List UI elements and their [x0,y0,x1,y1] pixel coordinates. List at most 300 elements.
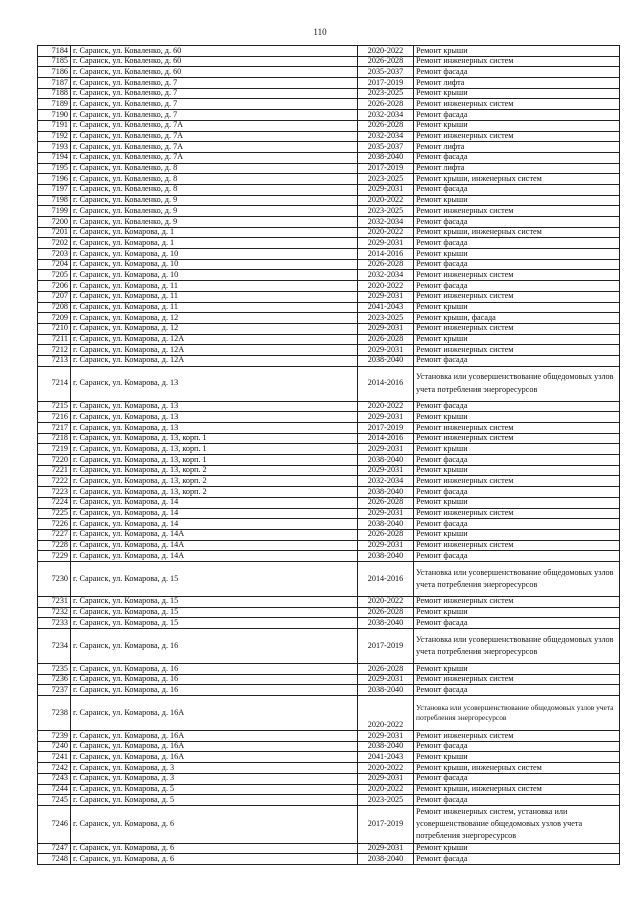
address-cell: г. Саранск, ул. Комарова, д. 13 [71,401,358,412]
years-cell: 2032-2034 [358,217,414,228]
address-cell: г. Саранск, ул. Комарова, д. 13, корп. 1 [71,444,358,455]
years-cell: 2029-2031 [358,444,414,455]
address-cell: г. Саранск, ул. Комарова, д. 14 [71,519,358,530]
row-number: 7186 [38,67,71,78]
row-number: 7190 [38,110,71,121]
address-cell: г. Саранск, ул. Комарова, д. 14А [71,551,358,562]
years-cell: 2020-2022 [358,763,414,774]
address-cell: г. Саранск, ул. Комарова, д. 15 [71,618,358,629]
work-type-cell: Ремонт крыши [414,46,620,57]
work-type-cell: Ремонт инженерных систем [414,323,620,334]
address-cell: г. Саранск, ул. Коваленко, д. 8 [71,174,358,185]
row-number: 7222 [38,476,71,487]
address-cell: г. Саранск, ул. Коваленко, д. 7 [71,88,358,99]
years-cell: 2026-2028 [358,259,414,270]
row-number: 7192 [38,131,71,142]
years-cell: 2029-2031 [358,674,414,685]
table-row [38,497,620,508]
years-cell: 2020-2022 [358,784,414,795]
table-row [38,249,620,260]
table-row [38,291,620,302]
work-type-cell: Ремонт фасада [414,519,620,530]
table-row [38,366,620,401]
table-row [38,596,620,607]
table-row [38,741,620,752]
address-cell: г. Саранск, ул. Комарова, д. 12А [71,355,358,366]
table-row [38,56,620,67]
years-cell: 2020-2022 [358,227,414,238]
work-type-cell: Ремонт крыши [414,120,620,131]
work-type-cell: Ремонт фасада [414,618,620,629]
work-type-cell: Ремонт крыши [414,607,620,618]
address-cell: г. Саранск, ул. Коваленко, д. 60 [71,67,358,78]
table-row [38,46,620,57]
address-cell: г. Саранск, ул. Комарова, д. 16А [71,696,358,731]
table-row [38,854,620,865]
years-cell: 2029-2031 [358,184,414,195]
work-type-cell: Ремонт крыши, фасада [414,313,620,324]
address-cell: г. Саранск, ул. Комарова, д. 13 [71,423,358,434]
table-row [38,163,620,174]
work-type-cell: Ремонт инженерных систем [414,291,620,302]
row-number: 7229 [38,551,71,562]
table-row [38,323,620,334]
years-cell: 2035-2037 [358,142,414,153]
address-cell: г. Саранск, ул. Комарова, д. 11 [71,281,358,292]
years-cell: 2029-2031 [358,508,414,519]
row-number: 7221 [38,465,71,476]
years-cell: 2038-2040 [358,618,414,629]
repair-schedule-table [37,45,620,865]
table-row [38,206,620,217]
row-number: 7195 [38,163,71,174]
row-number: 7248 [38,854,71,865]
years-cell: 2014-2016 [358,433,414,444]
row-number: 7231 [38,596,71,607]
row-number: 7187 [38,78,71,89]
row-number: 7202 [38,238,71,249]
address-cell: г. Саранск, ул. Комарова, д. 5 [71,784,358,795]
address-cell: г. Саранск, ул. Комарова, д. 10 [71,249,358,260]
address-cell: г. Саранск, ул. Комарова, д. 13, корп. 2 [71,476,358,487]
years-cell: 2026-2028 [358,120,414,131]
work-type-cell: Ремонт фасада [414,152,620,163]
table-row [38,664,620,675]
table-row [38,259,620,270]
row-number: 7196 [38,174,71,185]
address-cell: г. Саранск, ул. Комарова, д. 16 [71,674,358,685]
work-type-cell: Ремонт фасада [414,67,620,78]
work-type-cell: Ремонт инженерных систем [414,270,620,281]
row-number: 7242 [38,763,71,774]
address-cell: г. Саранск, ул. Комарова, д. 1 [71,238,358,249]
table-row [38,281,620,292]
address-cell: г. Саранск, ул. Коваленко, д. 7А [71,152,358,163]
years-cell: 2020-2022 [358,401,414,412]
years-cell: 2038-2040 [358,152,414,163]
table-row [38,334,620,345]
years-cell: 2038-2040 [358,685,414,696]
table-row [38,685,620,696]
years-cell: 2017-2019 [358,163,414,174]
table-row [38,302,620,313]
years-cell: 2026-2028 [358,334,414,345]
work-type-cell: Ремонт фасада [414,741,620,752]
table-row [38,476,620,487]
work-type-cell: Ремонт крыши [414,843,620,854]
address-cell: г. Саранск, ул. Коваленко, д. 7А [71,120,358,131]
table-row [38,455,620,466]
address-cell: г. Саранск, ул. Комарова, д. 16 [71,629,358,664]
work-type-cell: Ремонт инженерных систем [414,423,620,434]
years-cell: 2041-2043 [358,302,414,313]
table-row [38,784,620,795]
row-number: 7247 [38,843,71,854]
table-row [38,752,620,763]
table-row [38,487,620,498]
address-cell: г. Саранск, ул. Комарова, д. 16А [71,741,358,752]
work-type-cell: Ремонт фасада [414,217,620,228]
years-cell: 2029-2031 [358,291,414,302]
row-number: 7194 [38,152,71,163]
work-type-cell: Ремонт инженерных систем [414,508,620,519]
years-cell: 2023-2025 [358,174,414,185]
row-number: 7189 [38,99,71,110]
row-number: 7228 [38,540,71,551]
work-type-cell: Ремонт инженерных систем [414,99,620,110]
years-cell: 2014-2016 [358,366,414,401]
address-cell: г. Саранск, ул. Коваленко, д. 7А [71,131,358,142]
address-cell: г. Саранск, ул. Комарова, д. 11 [71,291,358,302]
table-row [38,142,620,153]
years-cell: 2032-2034 [358,270,414,281]
years-cell: 2023-2025 [358,88,414,99]
address-cell: г. Саранск, ул. Комарова, д. 12А [71,334,358,345]
work-type-cell: Ремонт инженерных систем [414,596,620,607]
work-type-cell: Ремонт фасада [414,854,620,865]
work-type-cell: Ремонт фасада [414,773,620,784]
address-cell: г. Саранск, ул. Комарова, д. 13, корп. 2 [71,487,358,498]
row-number: 7211 [38,334,71,345]
address-cell: г. Саранск, ул. Коваленко, д. 8 [71,163,358,174]
years-cell: 2038-2040 [358,741,414,752]
work-type-cell: Ремонт фасада [414,110,620,121]
table-row [38,238,620,249]
table-row [38,444,620,455]
years-cell: 2035-2037 [358,67,414,78]
table-row [38,184,620,195]
years-cell: 2020-2022 [358,195,414,206]
row-number: 7188 [38,88,71,99]
address-cell: г. Саранск, ул. Комарова, д. 3 [71,773,358,784]
table-row [38,618,620,629]
years-cell: 2023-2025 [358,795,414,806]
work-type-cell: Ремонт инженерных систем [414,476,620,487]
address-cell: г. Саранск, ул. Коваленко, д. 7 [71,78,358,89]
work-type-cell: Ремонт крыши [414,88,620,99]
row-number: 7230 [38,561,71,596]
years-cell: 2029-2031 [358,843,414,854]
address-cell: г. Саранск, ул. Коваленко, д. 9 [71,217,358,228]
address-cell: г. Саранск, ул. Комарова, д. 13, корп. 2 [71,465,358,476]
work-type-cell: Ремонт крыши, инженерных систем [414,784,620,795]
years-cell: 2026-2028 [358,529,414,540]
table-body [38,46,620,865]
row-number: 7215 [38,401,71,412]
table-row [38,763,620,774]
address-cell: г. Саранск, ул. Комарова, д. 3 [71,763,358,774]
row-number: 7191 [38,120,71,131]
table-row [38,805,620,843]
table-row [38,131,620,142]
row-number: 7185 [38,56,71,67]
row-number: 7207 [38,291,71,302]
page-number: 110 [313,27,327,37]
work-type-cell: Ремонт крыши, инженерных систем [414,174,620,185]
work-type-cell: Ремонт инженерных систем [414,206,620,217]
work-type-cell: Ремонт фасада [414,401,620,412]
row-number: 7201 [38,227,71,238]
row-number: 7197 [38,184,71,195]
work-type-cell: Ремонт инженерных систем [414,731,620,742]
address-cell: г. Саранск, ул. Комарова, д. 12 [71,313,358,324]
years-cell: 2038-2040 [358,455,414,466]
work-type-cell: Ремонт инженерных систем [414,131,620,142]
row-number: 7210 [38,323,71,334]
work-type-cell: Ремонт крыши [414,752,620,763]
row-number: 7243 [38,773,71,784]
address-cell: г. Саранск, ул. Коваленко, д. 9 [71,206,358,217]
address-cell: г. Саранск, ул. Комарова, д. 13 [71,366,358,401]
address-cell: г. Саранск, ул. Комарова, д. 11 [71,302,358,313]
years-cell: 2038-2040 [358,854,414,865]
table-row [38,313,620,324]
table-row [38,78,620,89]
work-type-cell: Ремонт фасада [414,238,620,249]
address-cell: г. Саранск, ул. Комарова, д. 6 [71,843,358,854]
work-type-cell: Установка или усовершенствование общедомовых узлов учета потребления энергоресурсов [414,366,620,401]
address-cell: г. Саранск, ул. Коваленко, д. 9 [71,195,358,206]
years-cell: 2032-2034 [358,110,414,121]
work-type-cell: Ремонт крыши [414,444,620,455]
table-row [38,152,620,163]
years-cell: 2020-2022 [358,596,414,607]
table-row [38,731,620,742]
years-cell: 2041-2043 [358,752,414,763]
work-type-cell: Ремонт фасада [414,355,620,366]
row-number: 7219 [38,444,71,455]
table-row [38,629,620,664]
table-row [38,843,620,854]
row-number: 7209 [38,313,71,324]
address-cell: г. Саранск, ул. Комарова, д. 12А [71,345,358,356]
work-type-cell: Ремонт крыши [414,412,620,423]
years-cell: 2038-2040 [358,519,414,530]
row-number: 7203 [38,249,71,260]
years-cell: 2020-2022 [358,281,414,292]
work-type-cell: Ремонт фасада [414,795,620,806]
row-number: 7208 [38,302,71,313]
row-number: 7212 [38,345,71,356]
row-number: 7200 [38,217,71,228]
table-row [38,519,620,530]
row-number: 7204 [38,259,71,270]
work-type-cell: Ремонт крыши [414,249,620,260]
table-row [38,412,620,423]
work-type-cell: Ремонт фасада [414,685,620,696]
work-type-cell: Ремонт фасада [414,551,620,562]
row-number: 7198 [38,195,71,206]
years-cell: 2026-2028 [358,56,414,67]
years-cell: 2029-2031 [358,731,414,742]
row-number: 7239 [38,731,71,742]
row-number: 7241 [38,752,71,763]
row-number: 7216 [38,412,71,423]
address-cell: г. Саранск, ул. Комарова, д. 14 [71,508,358,519]
table-row [38,508,620,519]
table-row [38,561,620,596]
years-cell: 2029-2031 [358,412,414,423]
address-cell: г. Саранск, ул. Комарова, д. 14 [71,497,358,508]
row-number: 7218 [38,433,71,444]
row-number: 7226 [38,519,71,530]
row-number: 7235 [38,664,71,675]
table-row [38,217,620,228]
work-type-cell: Ремонт лифта [414,142,620,153]
row-number: 7245 [38,795,71,806]
address-cell: г. Саранск, ул. Комарова, д. 14А [71,540,358,551]
row-number: 7199 [38,206,71,217]
work-type-cell: Ремонт инженерных систем [414,433,620,444]
years-cell: 2026-2028 [358,497,414,508]
row-number: 7220 [38,455,71,466]
work-type-cell: Установка или усовершенствование общедомовых узлов учета потребления энергоресурсов [414,629,620,664]
years-cell: 2017-2019 [358,78,414,89]
address-cell: г. Саранск, ул. Комарова, д. 5 [71,795,358,806]
address-cell: г. Саранск, ул. Коваленко, д. 7 [71,110,358,121]
years-cell: 2029-2031 [358,773,414,784]
years-cell: 2014-2016 [358,561,414,596]
table-row [38,67,620,78]
table-row [38,696,620,731]
years-cell: 2020-2022 [358,46,414,57]
work-type-cell: Ремонт фасада [414,259,620,270]
address-cell: г. Саранск, ул. Комарова, д. 10 [71,259,358,270]
work-type-cell: Ремонт крыши [414,465,620,476]
table-row [38,355,620,366]
table-row [38,401,620,412]
work-type-cell: Ремонт инженерных систем [414,540,620,551]
years-cell: 2038-2040 [358,551,414,562]
table-row [38,529,620,540]
row-number: 7246 [38,805,71,843]
years-cell: 2020-2022 [358,696,414,731]
row-number: 7234 [38,629,71,664]
work-type-cell: Ремонт крыши, инженерных систем [414,763,620,774]
work-type-cell: Ремонт лифта [414,78,620,89]
row-number: 7224 [38,497,71,508]
years-cell: 2014-2016 [358,249,414,260]
years-cell: 2029-2031 [358,465,414,476]
years-cell: 2023-2025 [358,313,414,324]
years-cell: 2026-2028 [358,664,414,675]
years-cell: 2023-2025 [358,206,414,217]
table-row [38,195,620,206]
work-type-cell: Ремонт крыши [414,195,620,206]
table-row [38,433,620,444]
address-cell: г. Саранск, ул. Коваленко, д. 60 [71,46,358,57]
row-number: 7240 [38,741,71,752]
address-cell: г. Саранск, ул. Комарова, д. 13 [71,412,358,423]
work-type-cell: Ремонт крыши [414,664,620,675]
address-cell: г. Саранск, ул. Коваленко, д. 60 [71,56,358,67]
address-cell: г. Саранск, ул. Комарова, д. 13, корп. 1 [71,433,358,444]
address-cell: г. Саранск, ул. Комарова, д. 15 [71,561,358,596]
row-number: 7205 [38,270,71,281]
address-cell: г. Саранск, ул. Комарова, д. 16А [71,752,358,763]
work-type-cell: Ремонт инженерных систем, установка или усовершенствование общедомовых узлов учета потребления энергоресурсов [414,805,620,843]
work-type-cell: Ремонт крыши [414,302,620,313]
address-cell: г. Саранск, ул. Комарова, д. 15 [71,607,358,618]
work-type-cell: Ремонт инженерных систем [414,674,620,685]
table-row [38,120,620,131]
address-cell: г. Саранск, ул. Комарова, д. 14А [71,529,358,540]
work-type-cell: Ремонт инженерных систем [414,56,620,67]
row-number: 7206 [38,281,71,292]
table-row [38,540,620,551]
years-cell: 2032-2034 [358,476,414,487]
table-row [38,795,620,806]
row-number: 7184 [38,46,71,57]
years-cell: 2017-2019 [358,423,414,434]
work-type-cell: Ремонт крыши [414,334,620,345]
years-cell: 2026-2028 [358,99,414,110]
table-row [38,674,620,685]
work-type-cell: Ремонт крыши [414,529,620,540]
row-number: 7232 [38,607,71,618]
work-type-cell: Ремонт фасада [414,184,620,195]
address-cell: г. Саранск, ул. Комарова, д. 6 [71,805,358,843]
address-cell: г. Саранск, ул. Коваленко, д. 7А [71,142,358,153]
work-type-cell: Ремонт фасада [414,487,620,498]
years-cell: 2026-2028 [358,607,414,618]
row-number: 7233 [38,618,71,629]
address-cell: г. Саранск, ул. Комарова, д. 6 [71,854,358,865]
table-row [38,607,620,618]
table-row [38,270,620,281]
row-number: 7236 [38,674,71,685]
years-cell: 2038-2040 [358,355,414,366]
years-cell: 2029-2031 [358,238,414,249]
table-row [38,345,620,356]
table-row [38,88,620,99]
address-cell: г. Саранск, ул. Комарова, д. 1 [71,227,358,238]
years-cell: 2029-2031 [358,323,414,334]
address-cell: г. Саранск, ул. Коваленко, д. 7 [71,99,358,110]
years-cell: 2032-2034 [358,131,414,142]
table-row [38,423,620,434]
work-type-cell: Ремонт лифта [414,163,620,174]
table-row [38,99,620,110]
address-cell: г. Саранск, ул. Комарова, д. 10 [71,270,358,281]
work-type-cell: Ремонт крыши, инженерных систем [414,227,620,238]
years-cell: 2029-2031 [358,345,414,356]
table-row [38,465,620,476]
address-cell: г. Саранск, ул. Коваленко, д. 8 [71,184,358,195]
table-row [38,174,620,185]
row-number: 7223 [38,487,71,498]
row-number: 7225 [38,508,71,519]
